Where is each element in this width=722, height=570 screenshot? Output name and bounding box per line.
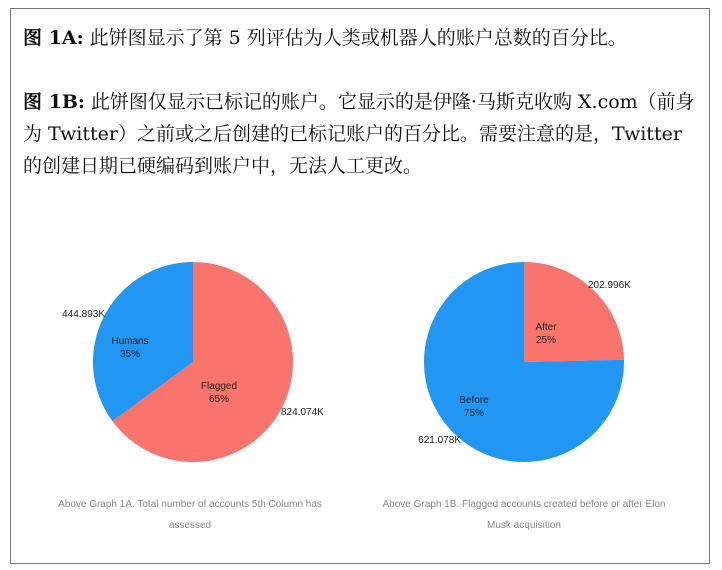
slice-name-label: Flagged <box>200 381 238 392</box>
slice-percent-label: 25% <box>535 335 557 346</box>
caption-1a: Above Graph 1A. Total number of accounts 5th Column has assessed <box>58 499 322 531</box>
slice-value-label: 824.074K <box>281 407 324 418</box>
slice-percent-label: 75% <box>463 408 485 419</box>
slice-name-label: After <box>535 322 557 333</box>
pie-slice-after <box>524 262 624 362</box>
fig1a-text: 此饼图显示了第 5 列评估为人类或机器人的账户总数的百分比。 <box>89 27 627 49</box>
slice-value-label: 202.996K <box>588 280 631 291</box>
slice-value-label: 621.078K <box>418 435 461 446</box>
slice-name-label: Humans <box>111 336 149 347</box>
fig1a-label: 图 1A: <box>23 27 84 49</box>
fig1b-label: 图 1B: <box>23 91 85 113</box>
slice-percent-label: 35% <box>119 349 141 360</box>
slice-percent-label: 65% <box>208 394 230 405</box>
fig1b-text: 此饼图仅显示已标记的账户。它显示的是伊隆·马斯克收购 X.com（前身为 Twitter）之前或之后创建的已标记账户的百分比。需要注意的是，Twitter 的创建日期已硬编码到账户中，无法人工更改。 <box>23 91 695 177</box>
slice-value-label: 444.893K <box>62 309 105 320</box>
slice-name-label: Before <box>459 395 489 406</box>
caption-1b: Above Graph 1B. Flagged accounts created before or after Elon Musk acquisition <box>382 499 666 531</box>
